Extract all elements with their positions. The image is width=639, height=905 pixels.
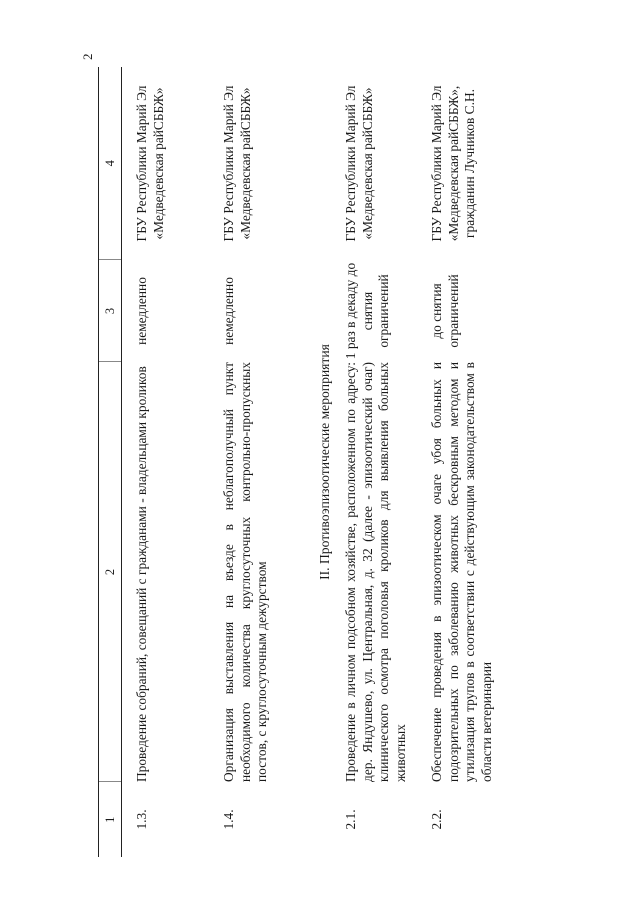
section-row: [307, 67, 343, 857]
measure-responsible: ГБУ Республики Марий Эл «Медведевская райСББЖ», гражданин Лучников С.Н.: [429, 85, 477, 242]
table-row: [218, 67, 307, 857]
measure-term: 1 раз в декаду до снятия ограничений: [343, 262, 391, 360]
measure-responsible: ГБУ Республики Марий Эл «Медведевская райСББЖ»: [221, 85, 253, 242]
measure-responsible: ГБУ Республики Марий Эл «Медведевская райСББЖ»: [343, 85, 375, 242]
measure-term: немедленно: [134, 277, 149, 345]
table-header-row: [99, 67, 122, 857]
header-col-3: 3: [99, 260, 122, 362]
table-row: [343, 67, 429, 857]
row-number: 2.2.: [429, 809, 444, 830]
measure-text: Проведение в личном подсобном хозяйстве, расположенном по адресу: дер. Яндушево, ул. Центральная, д. 32 (далее - эпизоотический очаг) клинического осмотра поголовья кроликов для выявления больных животных: [343, 362, 408, 782]
measure-term: немедленно: [221, 277, 236, 345]
header-col-1: 1: [99, 782, 122, 857]
measure-text: Организация выставления на въезде в неблагополучный пункт необходимого количества круглосуточных контрольно-пропускных постов, с круглосуточным дежурством: [221, 362, 269, 782]
row-number: 1.3.: [134, 809, 149, 830]
measure-term: до снятия ограничений: [429, 274, 461, 348]
table-row: [429, 67, 539, 857]
header-col-4: 4: [99, 67, 122, 260]
rotated-table-container: [98, 67, 603, 857]
measures-table: [98, 67, 539, 857]
measure-responsible: ГБУ Республики Марий Эл «Медведевская райСББЖ»: [134, 85, 166, 242]
measure-text: Проведение собраний, совещаний с гражданами - владельцами кроликов: [134, 366, 149, 782]
row-number: 2.1.: [343, 809, 358, 830]
section-title: II. Противоэпизоотические мероприятия: [316, 344, 332, 580]
header-col-2: 2: [99, 362, 122, 782]
measure-text: Обеспечение проведения в эпизоотическом очаге убоя больных и подозрительных по заболеванию животных бескровным методом и утилизация трупов в соответствии с действующим законодательством в области ветеринарии: [429, 362, 494, 782]
row-number: 1.4.: [221, 809, 236, 830]
table-row: [122, 67, 219, 857]
page-number: 2: [80, 53, 95, 60]
